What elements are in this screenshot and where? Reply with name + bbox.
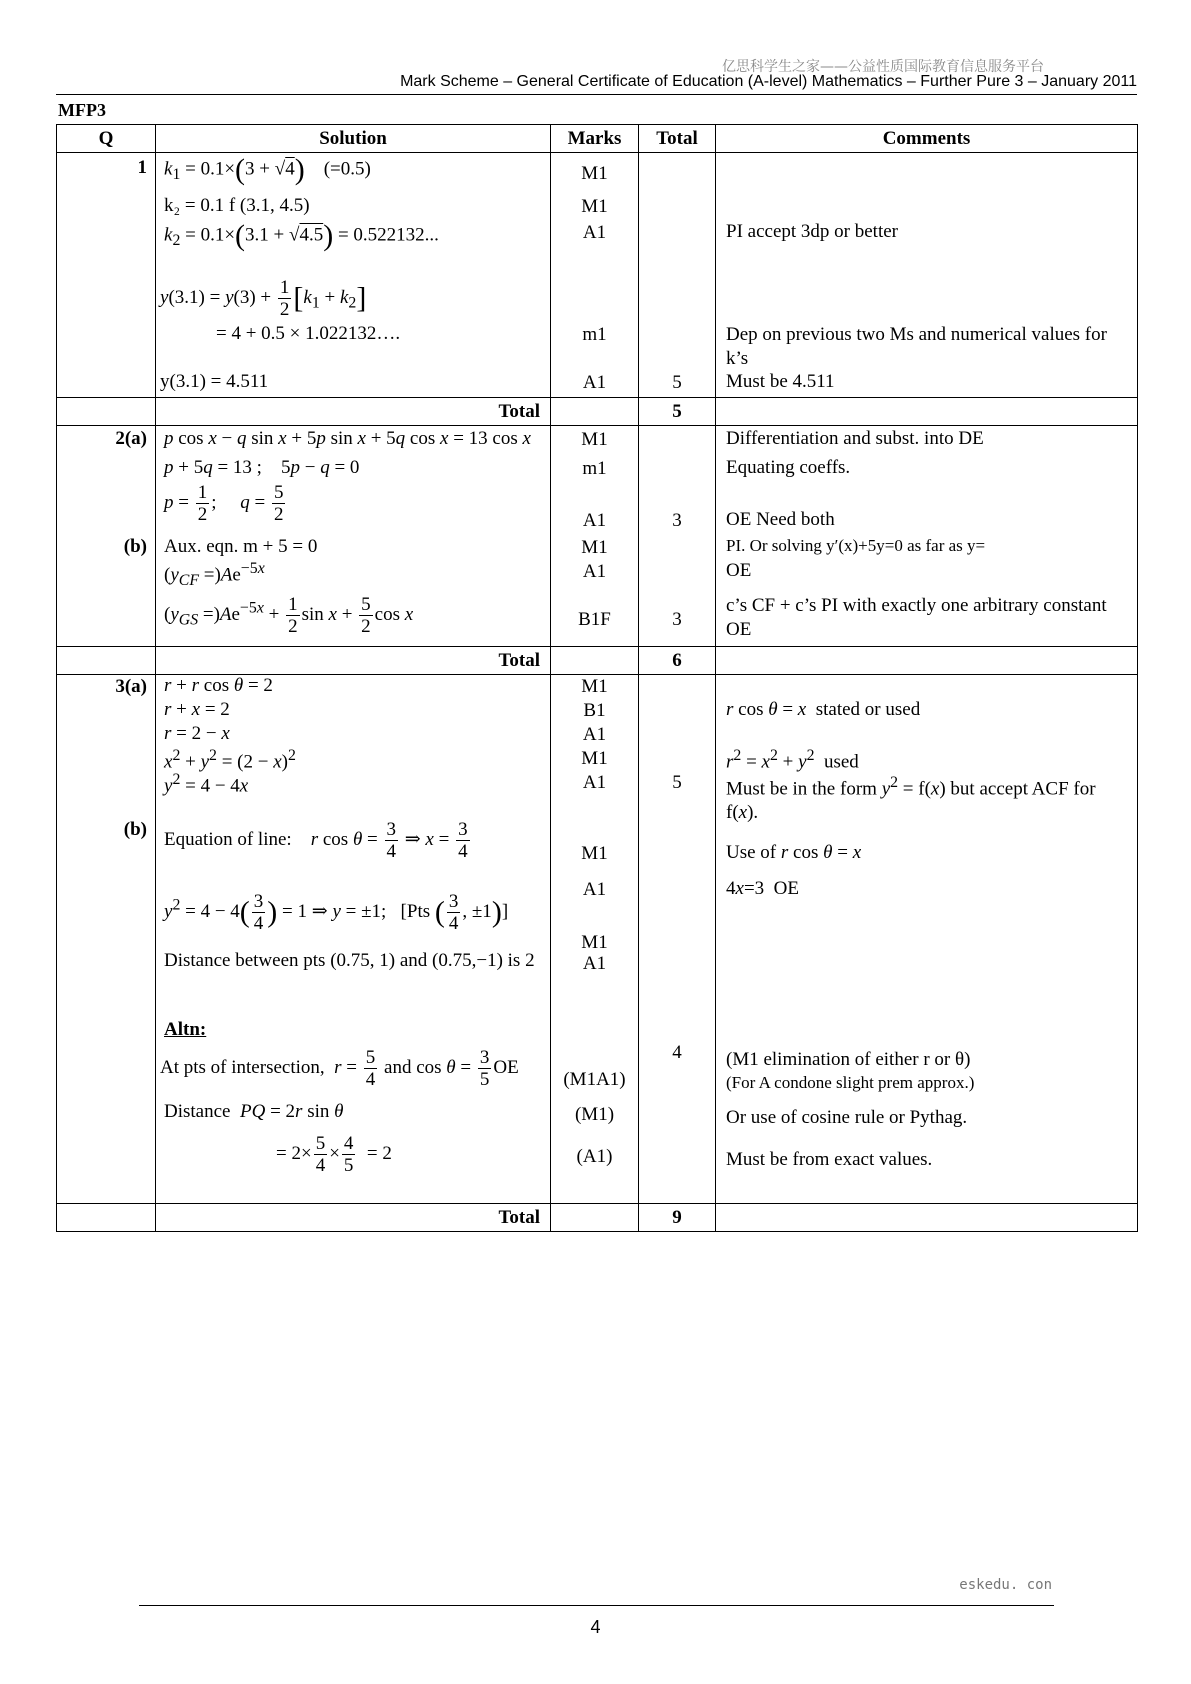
total-label: Total <box>156 398 551 426</box>
footer-rule <box>139 1605 1054 1606</box>
col-total: Total <box>639 125 716 153</box>
col-solution: Solution <box>156 125 551 153</box>
total-label: Total <box>156 1204 551 1232</box>
total-label: Total <box>156 647 551 675</box>
q3-solution: r + r cos θ = 2 r + x = 2 r = 2 − x $x^2 + y^2 = (2 - x)^2$ $y^2 = 4 - 4x$ Equation of line: r cos θ = $\frac{3}{4}$ ⇒ x = $\frac{3}{4}$ $y^2 = 4 - 4$( $\frac{3}{4}$ ) = 1 ⇒ y = ±1; [Pts ( $\frac{3}{4}$ , ±1)] Distance between pts (0.75, 1) and (0.75,−1) is 2 Altn: At pts of intersection, r = $\frac{5}{4}$ and cos θ = $\frac{3}{5}$ OE Distance PQ = 2r sin θ = 2× $\frac{5}{4}$ × $\frac{4}{5}$ = 2 <box>156 675 551 1204</box>
question-3-row <box>57 675 1138 1204</box>
col-marks: Marks <box>551 125 639 153</box>
q1-marks: M1 M1 A1 m1 A1 <box>551 153 639 398</box>
q2-total-row <box>57 647 1138 675</box>
col-q: Q <box>57 125 156 153</box>
mark-scheme-table <box>56 124 1138 1232</box>
q1-label: 1 <box>57 153 156 398</box>
q3-row-total: 9 <box>639 1204 716 1232</box>
q3-label: 3(a) (b) <box>57 675 156 1204</box>
header-rule <box>56 94 1137 95</box>
question-2-row <box>57 426 1138 647</box>
q2-totals: 3 3 <box>639 426 716 647</box>
q2-comments: Differentiation and subst. into DE Equating coeffs. OE Need both PI. Or solving y′(x)+5y=0 as far as y= OE c’s CF + c’s PI with exactly one arbitrary constant OE <box>716 426 1138 647</box>
paper-code: MFP3 <box>58 100 106 120</box>
col-comments: Comments <box>716 125 1138 153</box>
q2-marks: M1 m1 A1 M1 A1 B1F <box>551 426 639 647</box>
q1-row-total: 5 <box>639 398 716 426</box>
q3-marks: M1 B1 A1 M1 A1 M1 A1 M1 A1 (M1A1) (M1) (A1) <box>551 675 639 1204</box>
q2-row-total: 6 <box>639 647 716 675</box>
q3-comments: r cos θ = x stated or used $r^2 = x^2 + y^2$ used Must be in the form $y^2 = f(x)$ but accept ACF for f(x). Use of r cos θ = x 4x=3 OE (M1 elimination of either r or θ) (For A condone slight prem approx.) Or use of cosine rule or Pythag. Must be from exact values. <box>716 675 1138 1204</box>
q2-solution: p cos x − q sin x + 5p sin x + 5q cos x = 13 cos x p + 5q = 13 ; 5p − q = 0 p = $\frac{1}{2}$ ; q = $\frac{5}{2}$ Aux. eqn. m + 5 = 0 $(y_{CF} =)Ae^{-5x}$ $(y_{GS} =)Ae^{-5x}$ + $\frac{1}{2}$ sin x + $\frac{5}{2}$ cos x <box>156 426 551 647</box>
watermark: 亿思科学生之家——公益性质国际教育信息服务平台 <box>722 59 1044 75</box>
table-header-row <box>57 125 1138 153</box>
q3-totals: 5 4 <box>639 675 716 1204</box>
question-1-row <box>57 153 1138 398</box>
q1-total-row <box>57 398 1138 426</box>
q1-solution: $k_1 = 0.1\times(3 + √4)$ (=0.5) k₂ = 0.1 f (3.1, 4.5) $k_2 = 0.1\times(3.1 + √4.5) = 0.522132$... y(3.1) = y(3) + $\frac{1}{2}$ $[k_1 + k_2]$ = 4 + 0.5 × 1.022132…. y(3.1) = 4.511 <box>156 153 551 398</box>
footer-site: eskedu. con <box>959 1577 1052 1593</box>
q1-total: 5 <box>639 153 716 398</box>
page-header: Mark Scheme – General Certificate of Education (A-level) Mathematics – Further Pure 3 – January 2011 <box>400 73 1137 90</box>
q3-total-row <box>57 1204 1138 1232</box>
page-number: 4 <box>590 1617 601 1637</box>
q2-label: 2(a) (b) <box>57 426 156 647</box>
q1-comments: PI accept 3dp or better Dep on previous two Ms and numerical values for k’s Must be 4.511 <box>716 153 1138 398</box>
